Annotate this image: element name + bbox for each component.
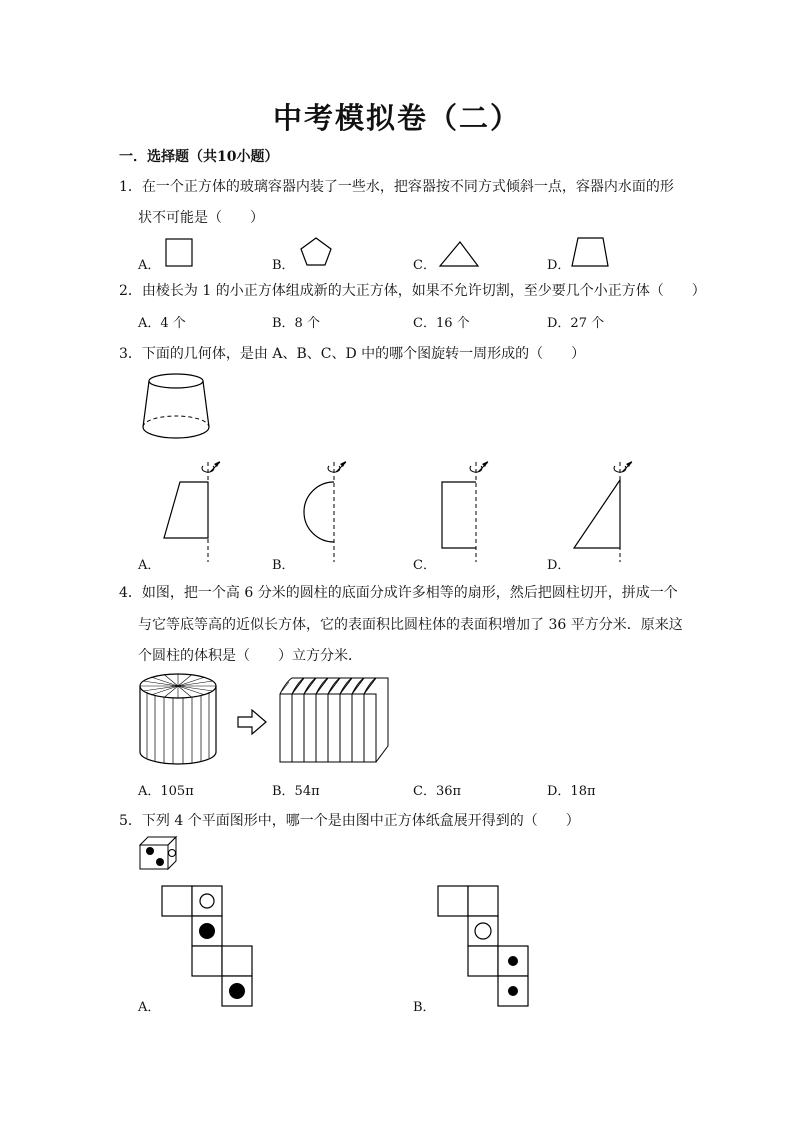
rebuilt-cuboid-figure [278, 674, 392, 766]
q5-text-line1: 5．下列 4 个平面图形中，哪一个是由图中正方体纸盒展开得到的（ ） [119, 813, 580, 829]
q3-option-c: C． [413, 558, 436, 573]
q4-option-b: B．54π [272, 784, 320, 799]
triangle-shape [438, 240, 480, 268]
frustum-figure [138, 372, 218, 444]
net-b-figure [436, 884, 530, 1008]
q2-text-line1: 2．由棱长为 1 的小正方体组成新的大正方体，如果不允许切割，至少要几个小正方体（ ） [119, 283, 706, 299]
square-shape [165, 238, 193, 268]
right-arrow-icon [236, 708, 268, 736]
option-a-figure [158, 458, 228, 564]
q4-option-c: C．36π [413, 784, 462, 799]
option-c-figure [430, 458, 500, 564]
q2-option-d: D．27 个 [547, 316, 605, 331]
q1-text-line2: 状不可能是（ ） [138, 210, 264, 226]
q1-option-d: D． [547, 258, 571, 273]
q1-option-b: B． [272, 258, 295, 273]
q5-option-a: A． [138, 1000, 161, 1015]
cube-box-figure [138, 835, 180, 871]
q3-option-a: A． [138, 558, 161, 573]
q1-option-a: A． [138, 258, 161, 273]
page-title: 中考模拟卷（二） [272, 101, 521, 135]
section-heading: 一．选择题（共10小题） [119, 149, 279, 165]
q4-option-a: A．105π [138, 784, 194, 799]
sliced-cylinder-figure [138, 672, 222, 766]
net-a-figure [160, 884, 254, 1008]
q5-option-b: B． [413, 1000, 436, 1015]
q4-text-line1: 4．如图，把一个高 6 分米的圆柱的底面分成许多相等的扇形，然后把圆柱切开，拼成一个 [119, 585, 678, 601]
q1-option-c: C． [413, 258, 436, 273]
q2-option-a: A．4 个 [138, 316, 186, 331]
trapezoid-shape [570, 236, 610, 268]
q3-option-b: B． [272, 558, 295, 573]
pentagon-shape [300, 236, 334, 268]
q4-text-line3: 个圆柱的体积是（ ）立方分米． [138, 648, 362, 664]
option-d-figure [566, 458, 636, 564]
q3-text-line1: 3．下面的几何体，是由 A、B、C、D 中的哪个图旋转一周形成的（ ） [119, 346, 586, 362]
option-b-figure [290, 458, 360, 564]
q4-text-line2: 与它等底等高的近似长方体，它的表面积比圆柱体的表面积增加了 36 平方分米．原来这 [138, 617, 683, 633]
q2-option-b: B．8 个 [272, 316, 320, 331]
q1-text-line1: 1．在一个正方体的玻璃容器内装了一些水，把容器按不同方式倾斜一点，容器内水面的形 [119, 179, 674, 195]
q4-option-d: D．18π [547, 784, 596, 799]
q3-option-d: D． [547, 558, 571, 573]
q2-option-c: C．16 个 [413, 316, 470, 331]
